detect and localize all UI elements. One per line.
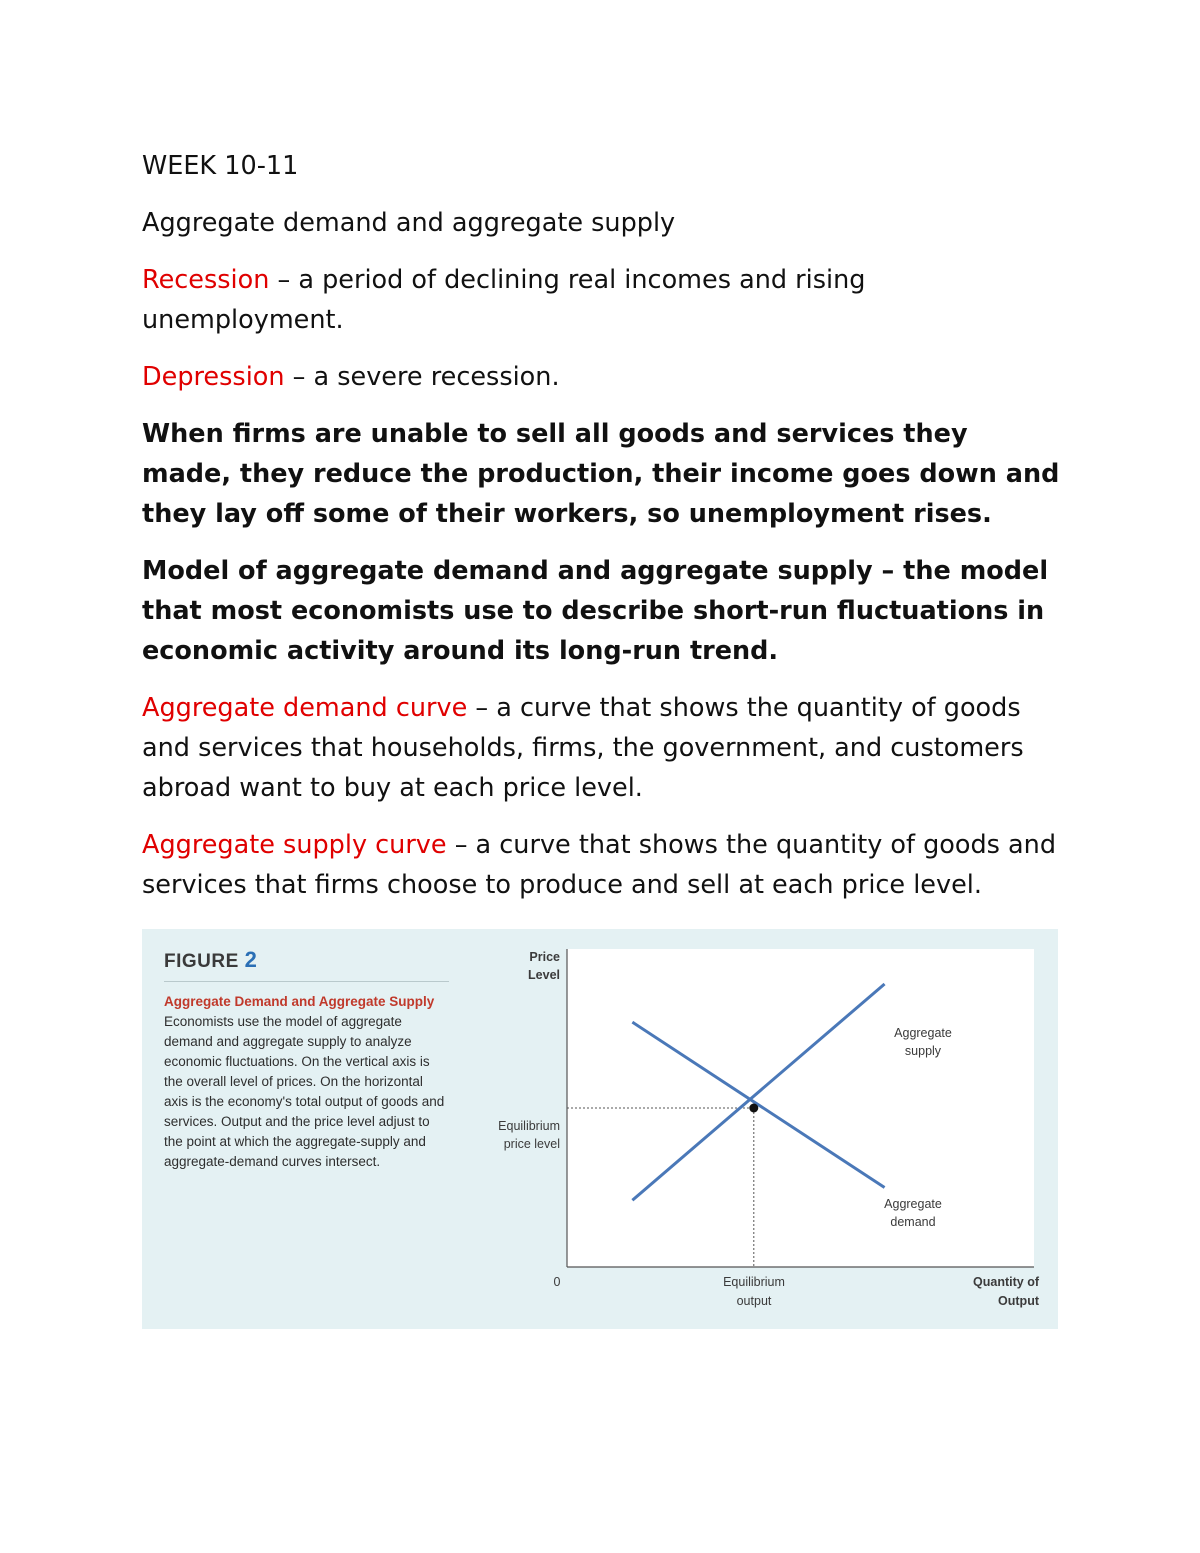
figure-label: FIGURE [164,951,239,972]
depression-definition [142,357,1062,397]
ad-curve-definition [142,688,1062,808]
figure-subtitle: Aggregate Demand and Aggregate Supply [164,994,435,1009]
figure-sidebar [164,947,449,1172]
y-axis-label-line2: Level [528,968,560,982]
y-axis-label-line1: Price [529,950,560,964]
recession-text: – a period of declining real incomes and rising unemployment. [142,265,866,335]
aggregate-demand-label-line1: Aggregate [884,1197,942,1211]
figure-divider [164,981,449,982]
as-curve-definition [142,825,1062,905]
x-axis-label-line1: Quantity of [973,1275,1039,1289]
unemployment-paragraph: When firms are unable to sell all goods and services they made, they reduce the production, their income goes down and they lay off some of their workers, so unemployment rises. [142,419,1060,529]
topic-heading: Aggregate demand and aggregate supply [142,208,676,238]
equilibrium-point [749,1104,758,1113]
equilibrium-output-label-line2: output [736,1294,772,1308]
week-heading: WEEK 10-11 [142,151,299,181]
equilibrium-price-label-line1: Equilibrium [498,1119,560,1133]
x-axis-label-line2: Output [998,1294,1039,1308]
depression-term: Depression [142,362,285,392]
aggregate-supply-label-line2: supply [904,1044,942,1058]
figure-caption: Economists use the model of aggregate demand and aggregate supply to analyze economic fluctuations. On the vertical axis is the overall level of prices. On the horizontal axis is the economy's total output of goods and services. Output and the price level adjust to the point at which the aggregate-supply and aggregate-demand curves intersect. [164,1014,445,1169]
recession-term: Recession [142,265,270,295]
figure-heading [164,947,449,973]
plot-area [567,949,1034,1267]
ad-curve-text: – a curve that shows the quantity of goods and services that households, firms, the government, and customers abroad want to buy at each price level. [142,693,1024,803]
recession-definition [142,260,1062,340]
as-curve-term: Aggregate supply curve [142,830,447,860]
ad-as-chart [482,929,1058,1329]
origin-label: 0 [553,1275,561,1289]
figure-number: 2 [244,947,258,972]
document-body [142,146,1062,922]
model-definition-paragraph: Model of aggregate demand and aggregate supply – the model that most economists use to describe short-run fluctuations in economic activity around its long-run trend. [142,556,1049,666]
equilibrium-price-label-line2: price level [503,1137,560,1151]
aggregate-demand-label-line2: demand [890,1215,936,1229]
equilibrium-output-label-line1: Equilibrium [723,1275,785,1289]
ad-curve-term: Aggregate demand curve [142,693,468,723]
depression-text: – a severe recession. [284,362,560,392]
aggregate-supply-label-line1: Aggregate [894,1026,952,1040]
figure-2 [142,929,1058,1329]
as-curve-text: – a curve that shows the quantity of goods and services that firms choose to produce and sell at each price level. [142,830,1057,900]
